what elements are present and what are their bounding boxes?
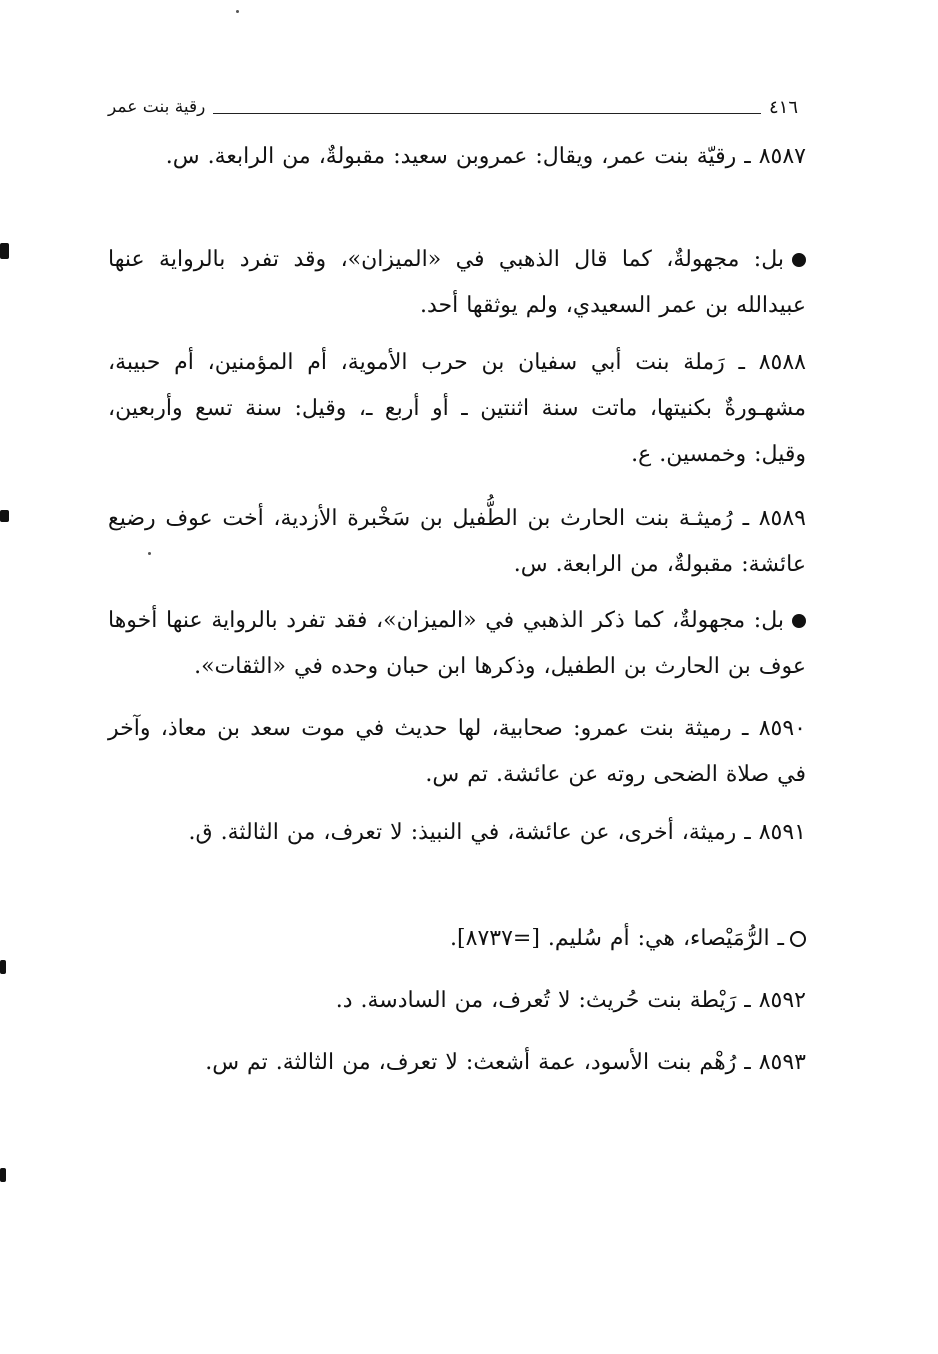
scan-edge-mark [0,1168,6,1182]
scan-speck [236,10,239,13]
note-text: بل: مجهولةٌ، كما قال الذهبي في «الميزان»، وقد تفرد بالرواية عنها عبيدالله بن عمر السعيدي، ولم يوثقها أحد. [108,247,806,318]
running-header [108,97,798,131]
entry-text: ٨٥٩١ ـ رميثة، أخرى، عن عائشة، في النبيذ: لا تعرف، من الثالثة. ق. [188,820,806,845]
entry-text: ٨٥٩٢ ـ رَيْطة بنت حُريث: لا تُعرف، من السادسة. د. [335,988,806,1013]
circle-icon [790,931,806,947]
running-title: رقية بنت عمر [108,97,213,117]
note-8587 [108,237,806,329]
entry-8588 [108,340,806,478]
entry-text: ٨٥٩٣ ـ رُهْم بنت الأسود، عمة أشعث: لا تعرف، من الثالثة. تم س. [205,1050,806,1075]
scan-speck [148,552,151,555]
entry-8593 [108,1040,806,1086]
entry-8590 [108,706,806,798]
entry-text: ٨٥٨٩ ـ رُميثـة بنت الحارث بن الطُّفيل بن سَخْبرة الأزدية، أخت عوف رضيع عائشة: مقبولةٌ، من الرابعة. س. [108,506,806,577]
scan-edge-mark [0,243,9,259]
entry-rumaysa [108,916,806,962]
entry-text: ٨٥٩٠ ـ رميثة بنت عمرو: صحابية، لها حديث في موت سعد بن معاذ، وآخر في صلاة الضحى روته عن عائشة. تم س. [108,716,806,787]
entry-8589 [108,496,806,588]
entry-text: ٨٥٨٨ ـ رَملة بنت أبي سفيان بن حرب الأموية، أم المؤمنين، أم حبيبة، مشهـورةٌ بكنيتها، ماتت سنة اثنتين ـ أو أربع ـ، وقيل: سنة تسع وأربعين، وقيل: وخمسين. ع. [108,350,806,467]
note-8589 [108,598,806,690]
page-number: ٤١٦ [761,97,798,118]
entry-text: ـ الرُّمَيْصاء، هي: أم سُليم. [=٨٧٣٧]. [450,926,784,951]
note-text: بل: مجهولةٌ، كما ذكر الذهبي في «الميزان»، فقد تفرد بالرواية عنها أخوها عوف بن الحارث بن الطفيل، وذكرها ابن حبان وحده في «الثقات». [108,608,806,679]
bullet-icon [792,614,806,628]
scan-edge-mark [0,960,6,974]
entry-text: ٨٥٨٧ ـ رقيّة بنت عمر، ويقال: عمروبن سعيد: مقبولةٌ، من الرابعة. س. [165,144,806,169]
entry-8592 [108,978,806,1024]
entry-8587 [108,134,806,180]
entry-8591 [108,810,806,856]
scan-edge-mark [0,510,9,522]
bullet-icon [792,253,806,267]
